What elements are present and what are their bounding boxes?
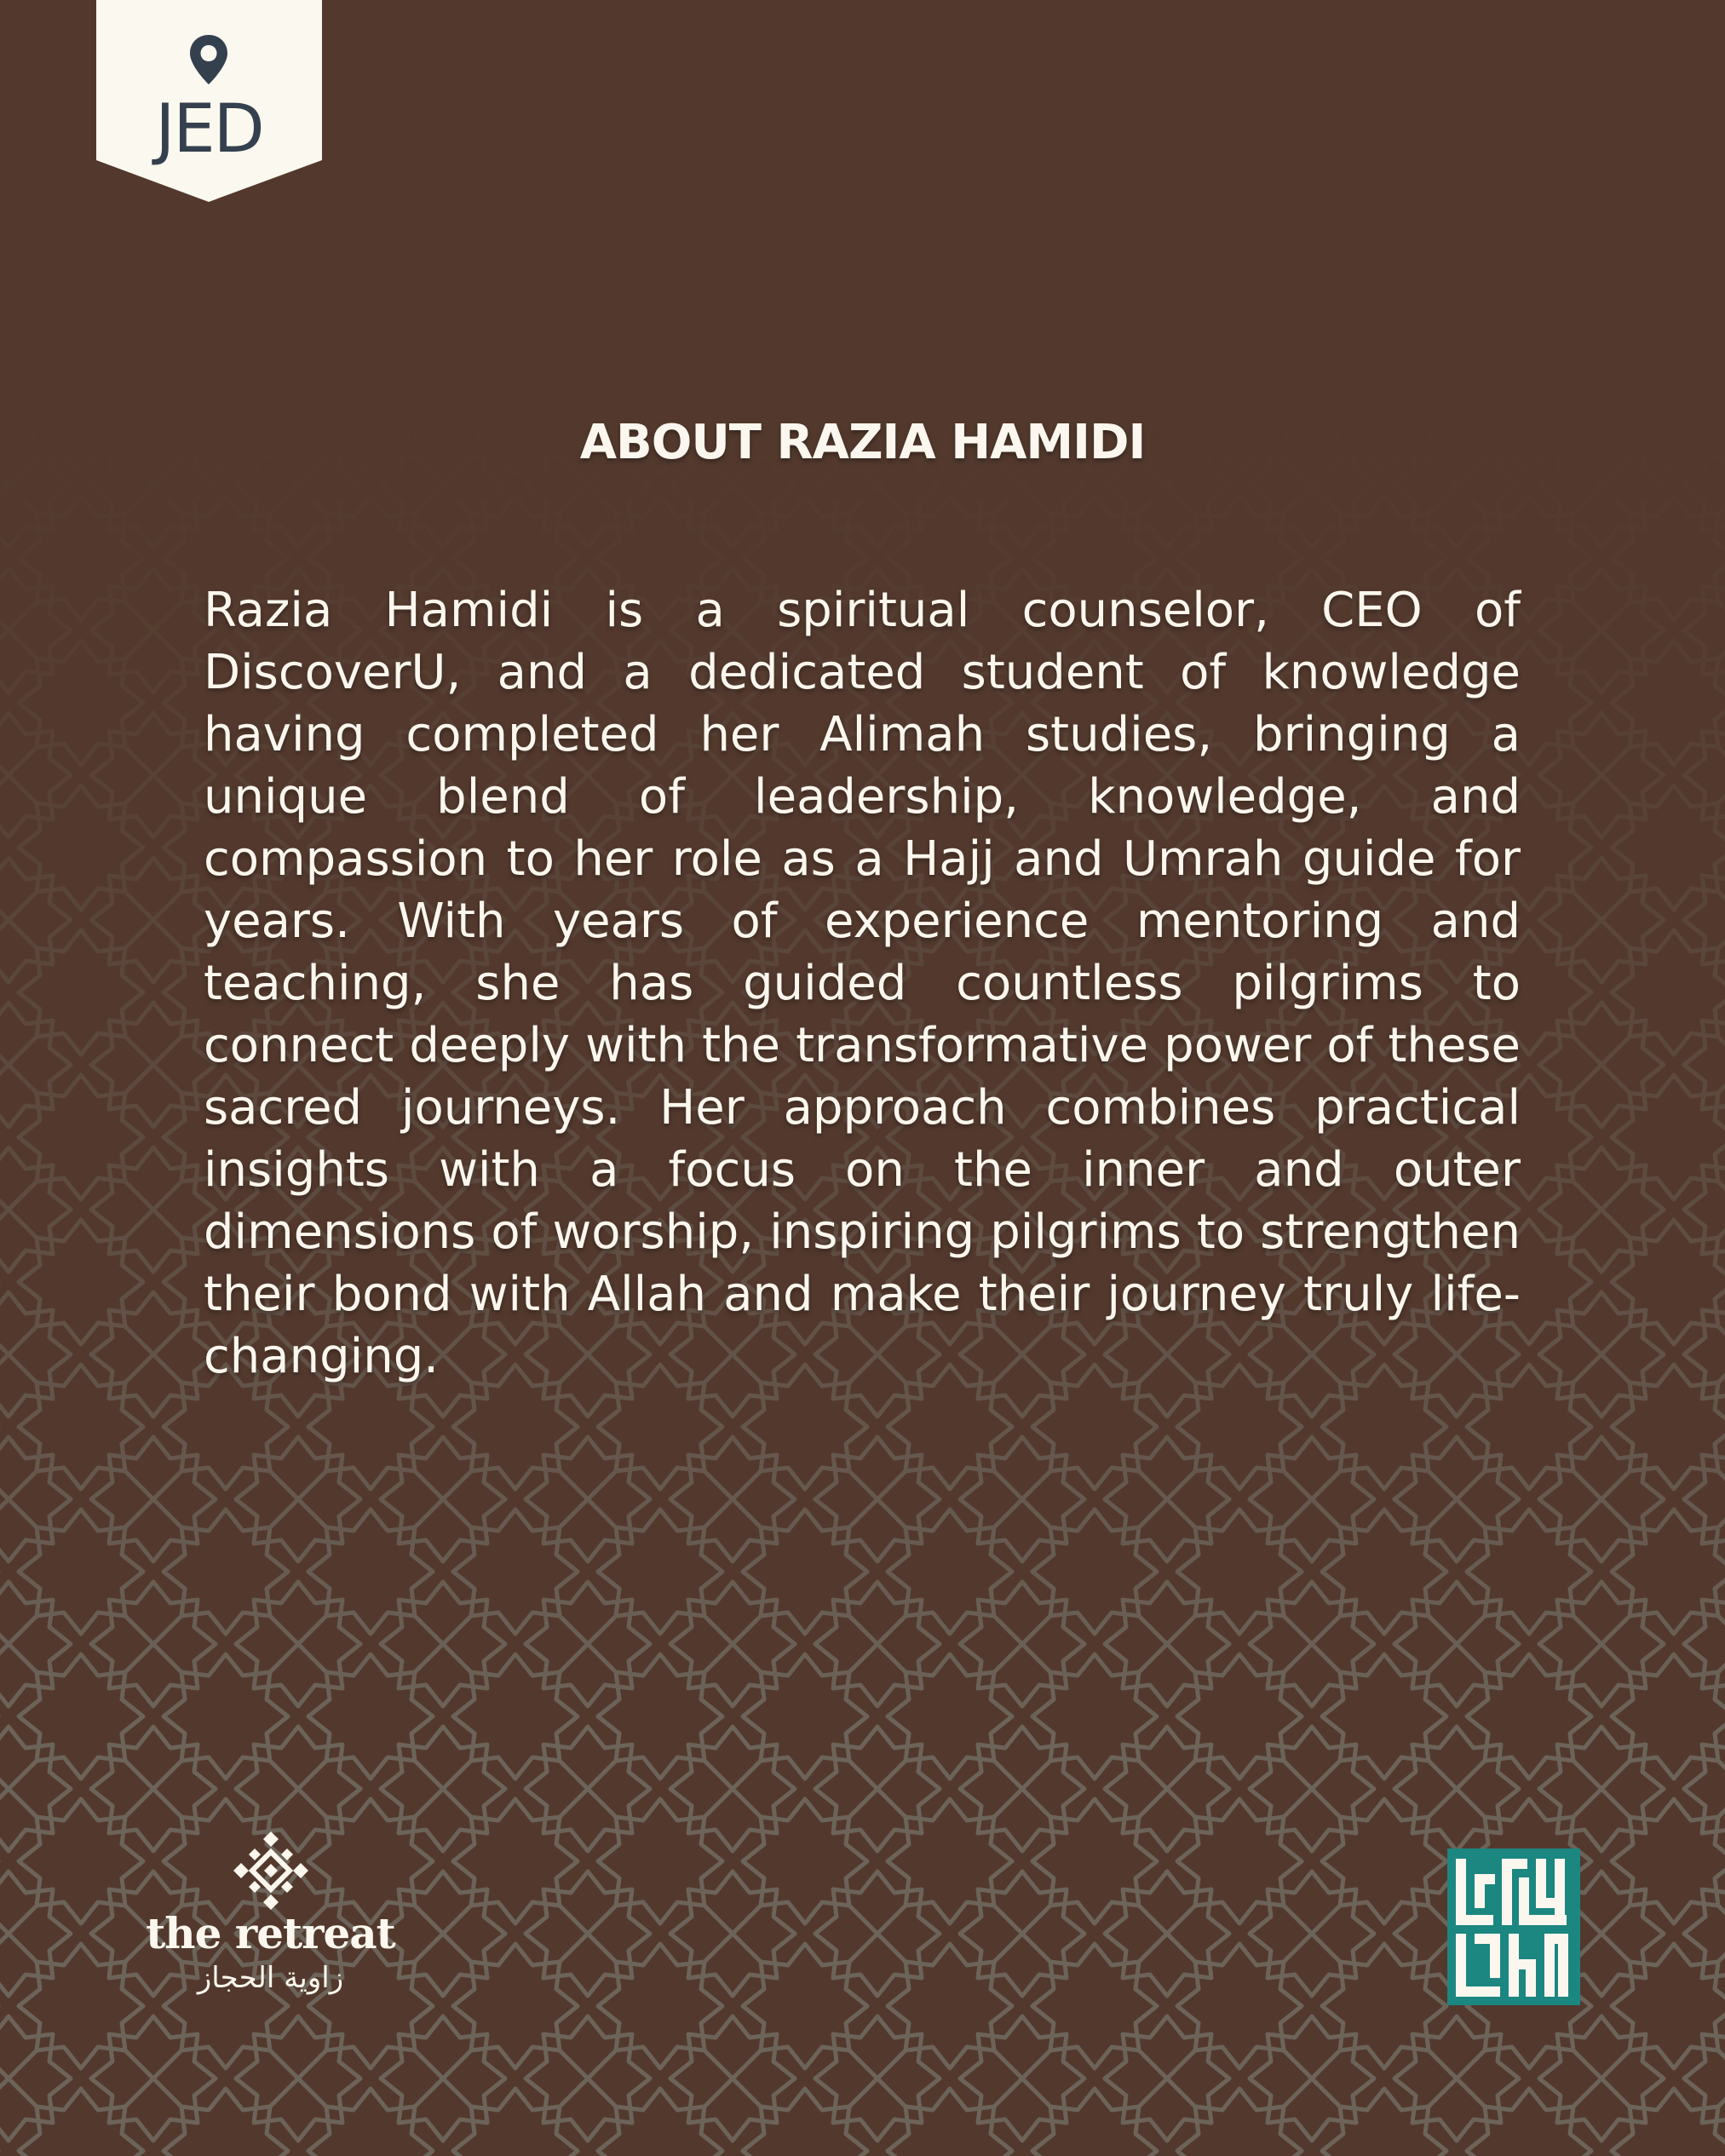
teal-kufic-logo: [1447, 1848, 1580, 2005]
location-pin-icon: [187, 32, 231, 87]
retreat-arabic-name: زاوية الحجاز: [197, 1961, 344, 1995]
retreat-brand-name: the retreat: [146, 1908, 395, 1958]
the-retreat-logo: [141, 1831, 400, 2002]
page-title: ABOUT RAZIA HAMIDI: [579, 415, 1146, 470]
location-code: JED: [155, 91, 263, 168]
bio-paragraph: Razia Hamidi is a spiritual counselor, CEO of DiscoverU, and a dedicated student of knowledge having completed her Alimah studies, bringing a unique blend of leadership, knowledge, and compassion to her role as a Hajj and Umrah guide for years. With years of experience mentoring and teaching, she has guided countless pilgrims to connect deeply with the transformative power of these sacred journeys. Her approach combines practical insights with a focus on the inner and outer dimensions of worship, inspiring pilgrims to strengthen their bond with Allah and make their journey truly life-changing.: [204, 583, 1521, 1384]
location-tag: [96, 0, 322, 202]
retreat-diamond-mark-icon: [233, 1831, 309, 1910]
